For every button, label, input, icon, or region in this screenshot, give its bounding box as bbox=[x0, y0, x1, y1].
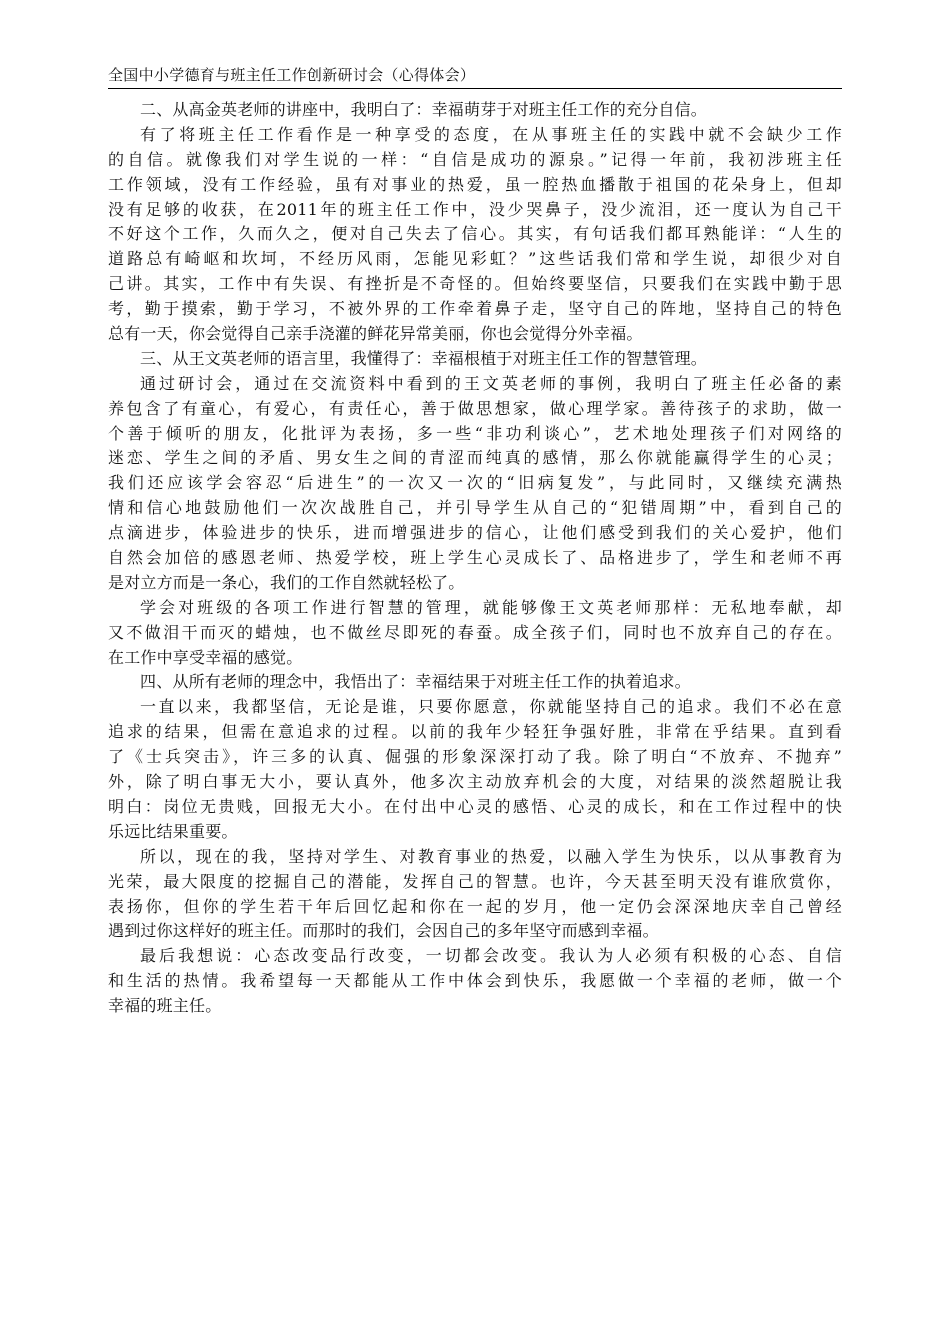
paragraph-line: 工作领域，没有工作经验，虽有对事业的热爱，虽一腔热血播散于祖国的花朵身上，但却 bbox=[108, 174, 842, 194]
paragraph-line: 我们还应该学会容忍“后进生”的一次又一次的“旧病复发”，与此同时，又继续充满热 bbox=[108, 473, 842, 493]
paragraph-line: 自然会加倍的感恩老师、热爱学校，班上学生心灵成长了、品格进步了，学生和老师不再 bbox=[108, 548, 842, 568]
paragraph-line: 最后我想说：心态改变品行改变，一切都会改变。我认为人必须有积极的心态、自信 bbox=[140, 946, 842, 966]
paragraph-line: 遇到过你这样好的班主任。而那时的我们，会因自己的多年坚守而感到幸福。 bbox=[108, 921, 659, 941]
paragraph-line: 有了将班主任工作看作是一种享受的态度，在从事班主任的实践中就不会缺少工作 bbox=[140, 124, 842, 144]
document-page bbox=[108, 0, 842, 1344]
section-heading: 二、从高金英老师的讲座中，我明白了：幸福萌芽于对班主任工作的充分自信。 bbox=[140, 100, 708, 119]
section-heading: 四、从所有老师的理念中，我悟出了：幸福结果于对班主任工作的执着追求。 bbox=[140, 672, 691, 692]
paragraph-line: 的自信。就像我们对学生说的一样：“自信是成功的源泉。”记得一年前，我初涉班主任 bbox=[108, 149, 842, 169]
paragraph-line: 养包含了有童心，有爱心，有责任心，善于做思想家，做心理学家。善待孩子的求助，做一 bbox=[108, 398, 842, 418]
paragraph-line: 所以，现在的我，坚持对学生、对教育事业的热爱，以融入学生为快乐，以从事教育为 bbox=[140, 846, 842, 866]
paragraph-line: 幸福的班主任。 bbox=[108, 996, 222, 1016]
paragraph-line: 在工作中享受幸福的感觉。 bbox=[108, 647, 303, 667]
paragraph-line: 迷恋、学生之间的矛盾、男女生之间的青涩而纯真的感情，那么你就能赢得学生的心灵； bbox=[108, 448, 842, 468]
paragraph-line: 光荣，最大限度的挖掘自己的潜能，发挥自己的智慧。也许，今天甚至明天没有谁欣赏你， bbox=[108, 871, 842, 891]
running-header: 全国中小学德育与班主任工作创新研讨会（心得体会） bbox=[108, 66, 476, 84]
paragraph-line: 没有足够的收获，在2011年的班主任工作中，没少哭鼻子，没少流泪，还一度认为自己干 bbox=[108, 199, 842, 219]
paragraph-line: 学会对班级的各项工作进行智慧的管理，就能够像王文英老师那样：无私地奉献，却 bbox=[140, 597, 842, 617]
paragraph-line: 总有一天，你会觉得自己亲手浇灌的鲜花异常美丽，你也会觉得分外幸福。 bbox=[108, 324, 643, 344]
paragraph-line: 一直以来，我都坚信，无论是谁，只要你愿意，你就能坚持自己的追求。我们不必在意 bbox=[140, 697, 842, 717]
paragraph-line: 外，除了明白事无大小，要认真外，他多次主动放弃机会的大度，对结果的淡然超脱让我 bbox=[108, 772, 842, 792]
paragraph-line: 了《士兵突击》，许三多的认真、倔强的形象深深打动了我。除了明白“不放弃、不抛弃” bbox=[108, 747, 842, 767]
paragraph-line: 己讲。其实，工作中有失误、有挫折是不奇怪的。但始终要坚信，只要我们在实践中勤于思 bbox=[108, 274, 842, 294]
document-body bbox=[108, 98, 842, 1019]
section-heading: 三、从王文英老师的语言里，我懂得了：幸福根植于对班主任工作的智慧管理。 bbox=[140, 348, 708, 368]
paragraph-line: 个善于倾听的朋友，化批评为表扬，多一些“非功利谈心”，艺术地处理孩子们对网络的 bbox=[108, 423, 842, 443]
paragraph-line: 表扬你，但你的学生若干年后回忆起和你在一起的岁月，他一定仍会深深地庆幸自己曾经 bbox=[108, 896, 842, 916]
paragraph-line: 通过研讨会，通过在交流资料中看到的王文英老师的事例，我明白了班主任必备的素 bbox=[140, 373, 842, 393]
paragraph-line: 不好这个工作，久而久之，便对自己失去了信心。其实，有句话我们都耳熟能详：“人生的 bbox=[108, 224, 842, 244]
header-rule bbox=[108, 88, 842, 89]
paragraph-line: 明白：岗位无贵贱，回报无大小。在付出中心灵的感悟、心灵的成长，和在工作过程中的快 bbox=[108, 796, 842, 816]
paragraph-line: 道路总有崎岖和坎坷，不经历风雨，怎能见彩虹？”这些话我们常和学生说，却很少对自 bbox=[108, 249, 842, 269]
paragraph-line: 点滴进步，体验进步的快乐，进而增强进步的信心，让他们感受到我们的关心爱护，他们 bbox=[108, 523, 842, 543]
paragraph-line: 考，勤于摸索，勤于学习，不被外界的工作牵着鼻子走，坚守自己的阵地，坚持自己的特色 bbox=[108, 299, 842, 319]
paragraph-line: 情和信心地鼓励他们一次次战胜自己，并引导学生从自己的“犯错周期”中，看到自己的 bbox=[108, 498, 842, 518]
paragraph-line: 追求的结果，但需在意追求的过程。以前的我年少轻狂争强好胜，非常在乎结果。直到看 bbox=[108, 722, 842, 742]
paragraph-line: 是对立方而是一条心，我们的工作自然就轻松了。 bbox=[108, 572, 465, 592]
paragraph-line: 乐远比结果重要。 bbox=[108, 821, 238, 841]
paragraph-line: 又不做泪干而灭的蜡烛，也不做丝尽即死的春蚕。成全孩子们，同时也不放弃自己的存在。 bbox=[108, 622, 842, 642]
paragraph-line: 和生活的热情。我希望每一天都能从工作中体会到快乐，我愿做一个幸福的老师，做一个 bbox=[108, 971, 842, 991]
